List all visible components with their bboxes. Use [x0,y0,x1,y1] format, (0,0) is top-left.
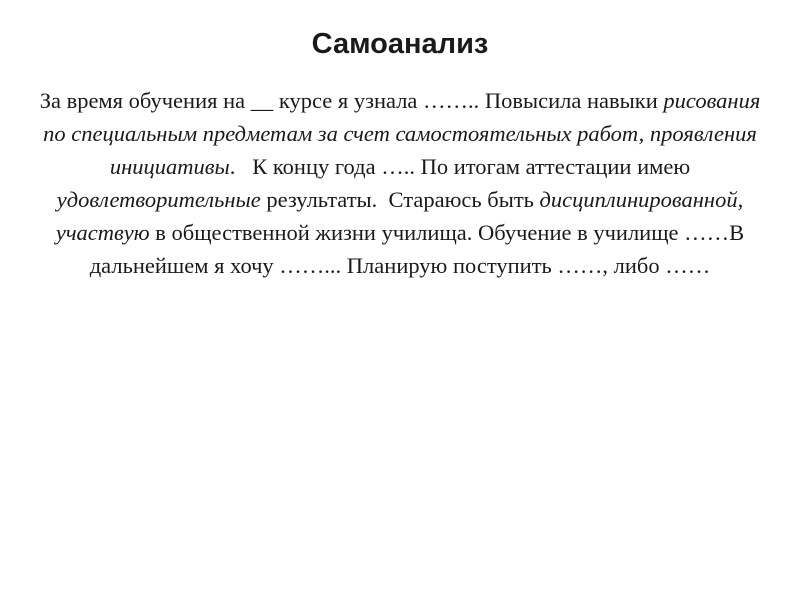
text-segment: За время обучения на __ курсе я узнала …….. Повысила навыки [39,88,664,113]
text-segment-italic: удовлетворительные [56,187,261,212]
text-segment-italic: по специальным предметам за счет самостоятельных работ, проявления инициативы [43,121,757,179]
self-analysis-paragraph [28,84,772,282]
slide-title: Самоанализ [311,28,489,60]
text-segment: . К концу года ….. По итогам аттестации имею [229,154,696,179]
text-segment-italic: рисования [663,88,761,113]
text-segment: результаты. Стараюсь быть [260,187,540,212]
text-segment: в общественной жизни училища. Обучение в училище ……В дальнейшем я хочу ……... Планирую поступить ……, либо …… [89,220,745,278]
text-segment [760,88,771,113]
text-segment-italic: дисциплинированной, участвую [55,187,744,245]
